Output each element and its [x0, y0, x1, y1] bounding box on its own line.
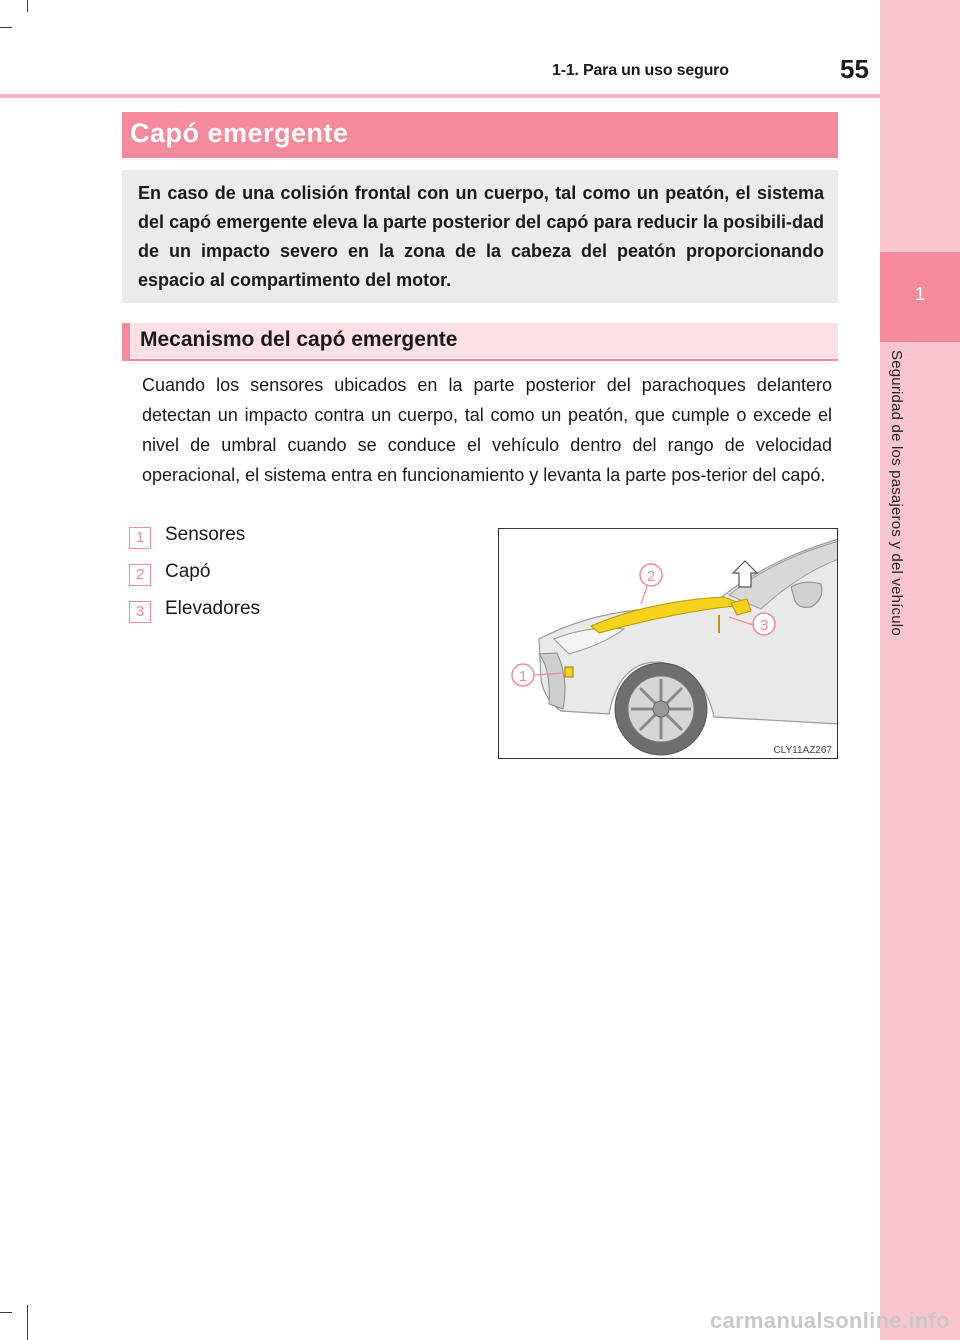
summary-box: [122, 170, 838, 303]
mechanism-heading: Mecanismo del capó emergente: [122, 323, 838, 361]
callout-3: [753, 613, 775, 635]
wheel-hub: [653, 701, 669, 717]
legend-number-badge: 3: [129, 601, 151, 623]
running-head: 1-1. Para un uso seguro: [552, 62, 729, 79]
callout-label: 1: [518, 668, 528, 685]
crop-mark: [0, 1312, 12, 1313]
legend-number-badge: 2: [129, 564, 151, 586]
chapter-title: Seguridad de los pasajeros y del vehículo: [888, 350, 905, 636]
chapter-side-tab: [880, 0, 960, 1340]
header-rule: [0, 94, 880, 98]
figure-code: CLY11AZ267: [773, 745, 832, 756]
crop-mark: [0, 27, 12, 28]
legend-label: Capó: [165, 561, 211, 582]
chapter-number: 1: [914, 284, 925, 304]
section-title: Capó emergente: [122, 112, 838, 158]
summary-text: En caso de una colisión frontal con un cuerpo, tal como un peatón, el sistema del capó emergente eleva la parte posterior del capó para reducir la posibili-dad de un impacto severo en la zona de la cabeza del peatón proporcionando espacio al compartimento del motor.: [138, 183, 824, 290]
mechanism-body: Cuando los sensores ubicados en la parte posterior del parachoques delantero detectan un impacto contra un cuerpo, tal como un peatón, que cumple o excede el nivel de umbral cuando se conduce el vehículo dentro del rango de velocidad operacional, el sistema entra en funcionamiento y levanta la parte pos-terior del capó.: [142, 375, 832, 485]
crop-mark: [27, 1305, 28, 1340]
crop-mark: [27, 0, 28, 12]
callout-2: [640, 564, 662, 586]
callout-label: 2: [646, 568, 656, 585]
pop-up-hood-illustration: [498, 528, 838, 759]
callout-label: 3: [759, 617, 769, 634]
legend-label: Elevadores: [165, 598, 261, 619]
legend-label: Sensores: [165, 524, 246, 545]
sensor-marker: [565, 667, 573, 677]
callout-1: [512, 664, 534, 686]
legend-number-badge: 1: [129, 527, 151, 549]
watermark: carmanualsonline.info: [710, 1308, 950, 1333]
car-front-drawing: [499, 529, 838, 759]
page-number: 55: [840, 54, 869, 84]
